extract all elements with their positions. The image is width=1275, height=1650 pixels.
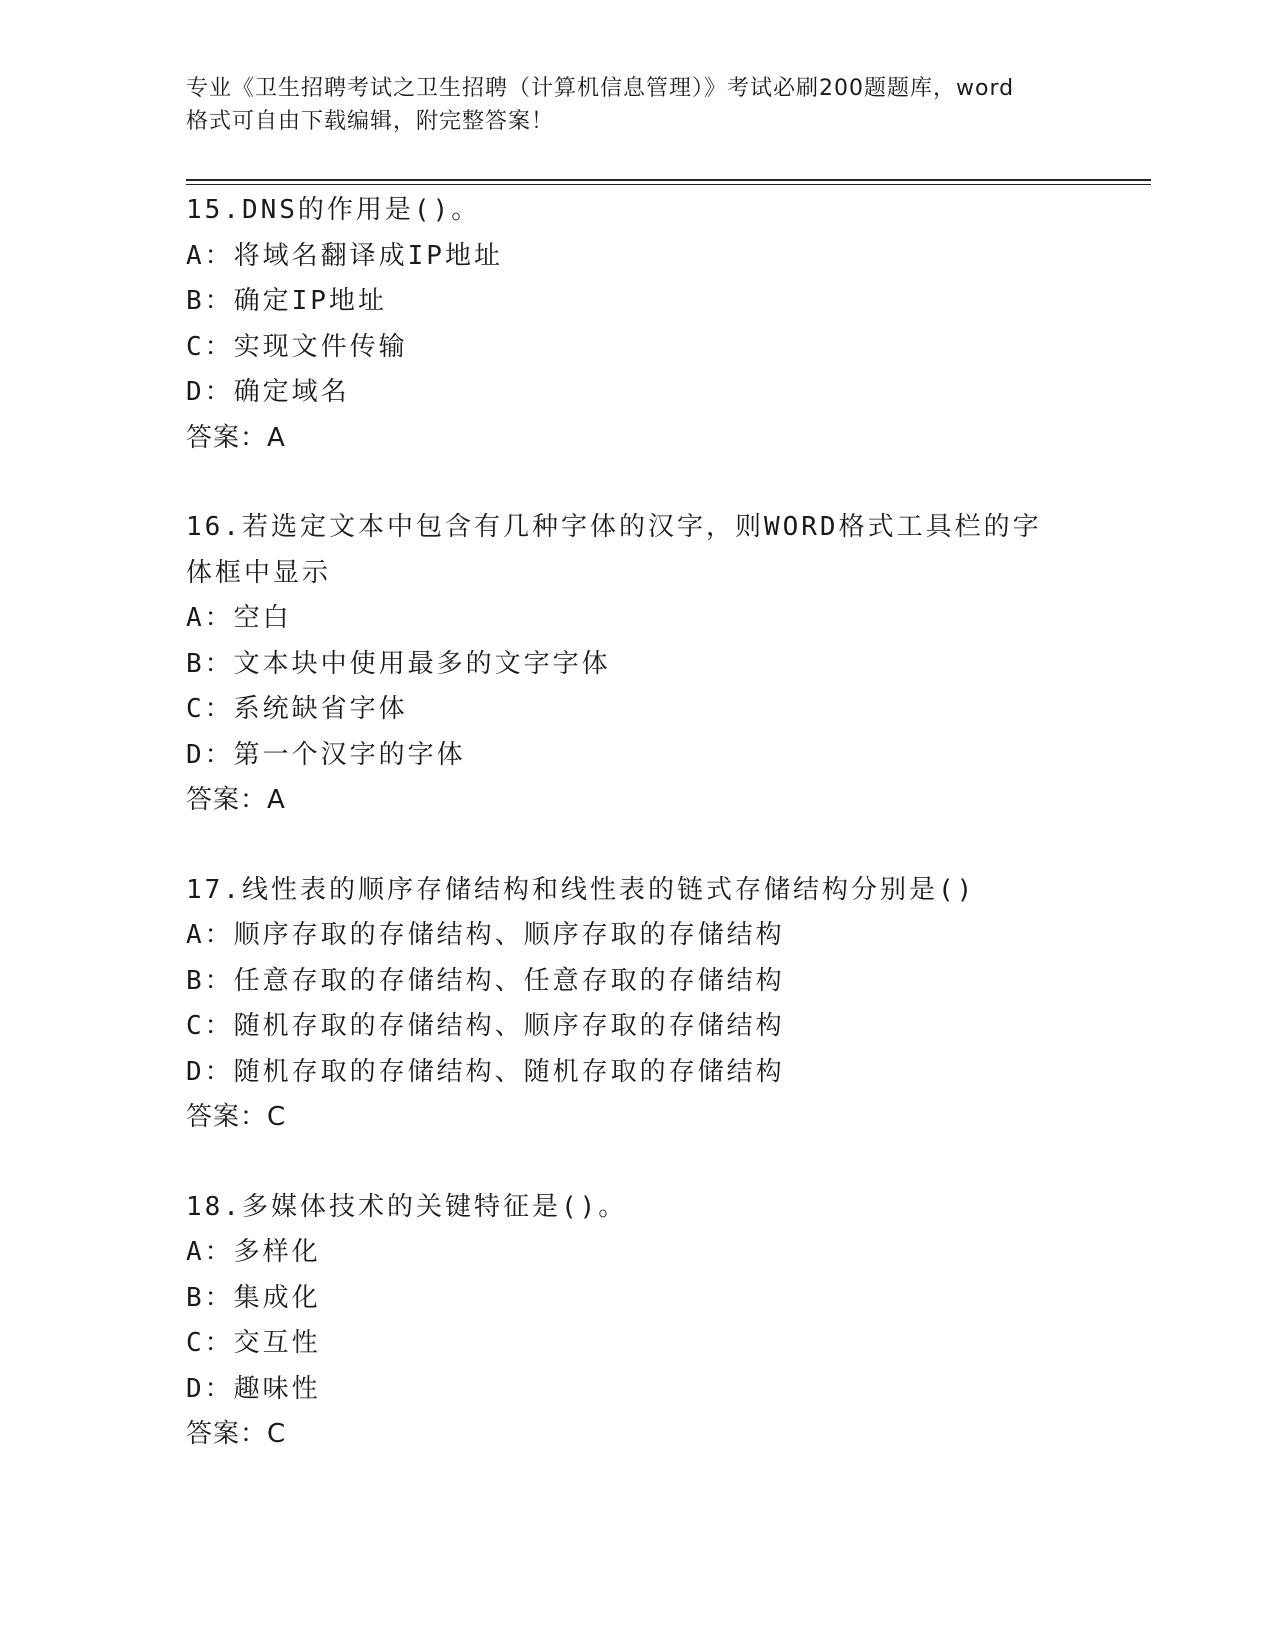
option-c: C：交互性 xyxy=(186,1328,321,1358)
question-16 xyxy=(186,505,1186,824)
answer-line: 答案：C xyxy=(186,1102,287,1132)
option-c: C：实现文件传输 xyxy=(186,331,408,362)
option-d: D：随机存取的存储结构、随机存取的存储结构 xyxy=(186,1056,785,1087)
question-17 xyxy=(186,868,1186,1141)
option-a: A：空白 xyxy=(186,603,292,633)
option-b: B：文本块中使用最多的文字字体 xyxy=(186,648,611,679)
option-d: D：确定域名 xyxy=(186,377,350,407)
question-list xyxy=(186,188,1186,1502)
header-divider-thin xyxy=(186,184,1151,185)
header-line-1: 专业《卫生招聘考试之卫生招聘（计算机信息管理）》考试必刷200题题库，word xyxy=(186,76,1015,101)
question-stem: 18.多媒体技术的关键特征是()。 xyxy=(186,1191,628,1222)
option-a: A：多样化 xyxy=(186,1237,321,1267)
document-header xyxy=(186,72,1086,138)
question-18 xyxy=(186,1185,1186,1458)
question-stem: 15.DNS的作用是()。 xyxy=(186,195,481,225)
answer-line: 答案：A xyxy=(186,785,286,815)
option-d: D：趣味性 xyxy=(186,1373,321,1404)
option-b: B：确定IP地址 xyxy=(186,286,387,316)
option-c: C：系统缺省字体 xyxy=(186,694,408,724)
option-b: B：任意存取的存储结构、任意存取的存储结构 xyxy=(186,965,785,996)
option-d: D：第一个汉字的字体 xyxy=(186,739,466,770)
header-line-2: 格式可自由下载编辑，附完整答案！ xyxy=(186,109,555,134)
question-15 xyxy=(186,188,1186,461)
option-b: B：集成化 xyxy=(186,1282,321,1313)
option-a: A：将域名翻译成IP地址 xyxy=(186,240,503,271)
option-a: A：顺序存取的存储结构、顺序存取的存储结构 xyxy=(186,920,785,950)
option-c: C：随机存取的存储结构、顺序存取的存储结构 xyxy=(186,1011,785,1041)
answer-line: 答案：C xyxy=(186,1419,287,1449)
question-stem: 17.线性表的顺序存储结构和线性表的链式存储结构分别是() xyxy=(186,874,976,905)
header-divider-thick xyxy=(186,179,1151,181)
question-stem: 16.若选定文本中包含有几种字体的汉字，则WORD格式工具栏的字体框中显示 xyxy=(186,512,1042,588)
answer-line: 答案：A xyxy=(186,422,286,453)
